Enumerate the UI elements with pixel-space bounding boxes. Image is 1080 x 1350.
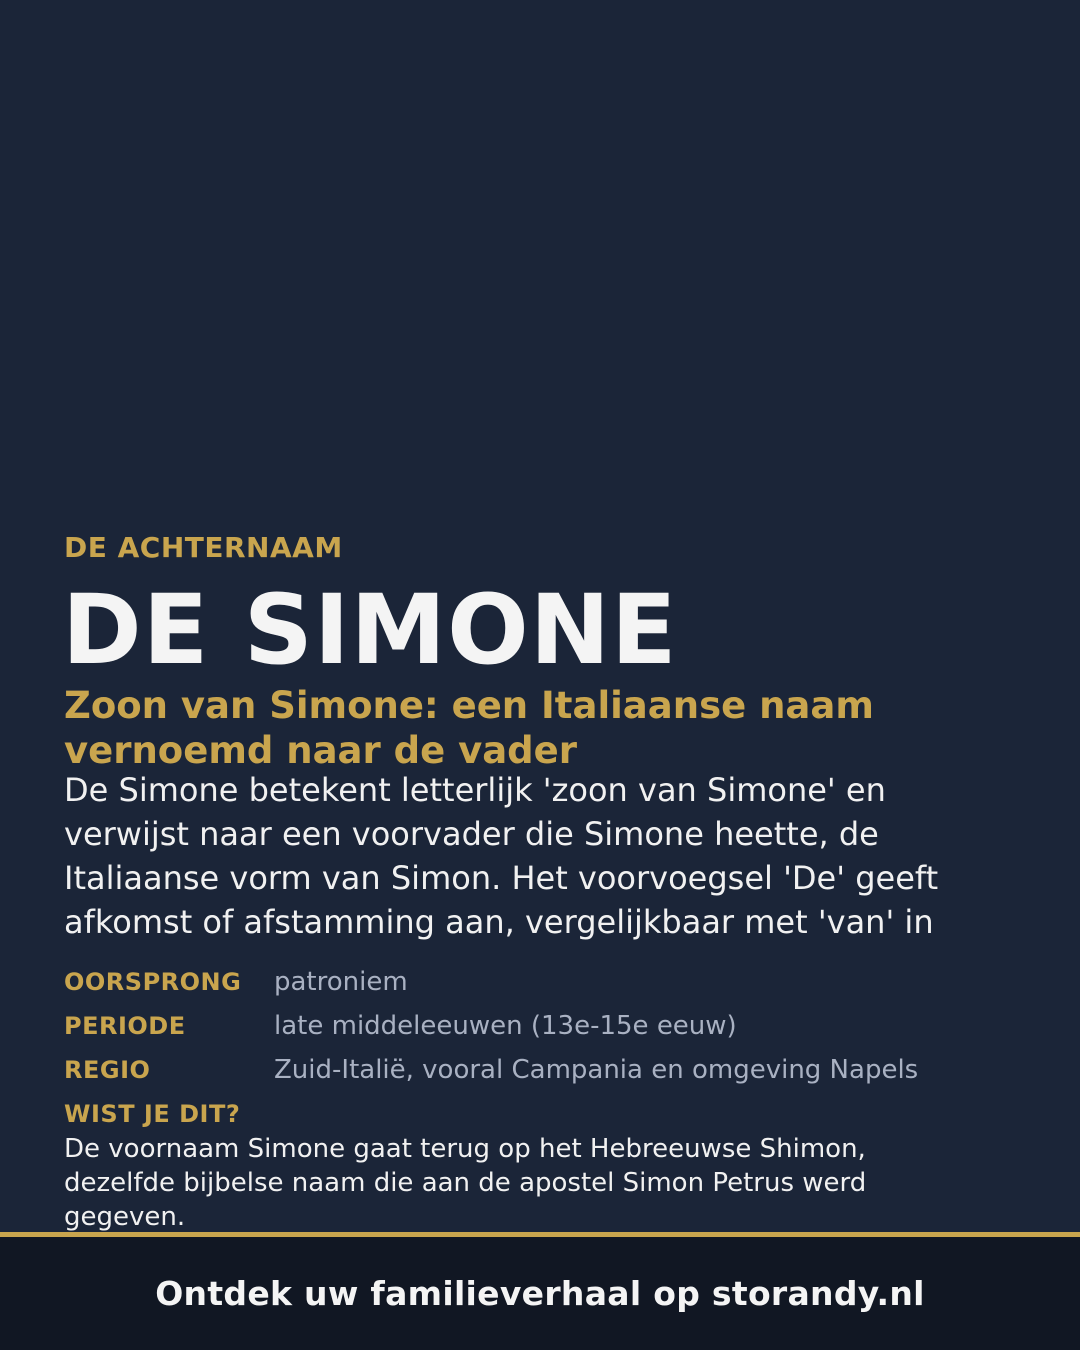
- did-you-know-label: WIST JE DIT?: [64, 1100, 241, 1128]
- eyebrow-label: DE ACHTERNAAM: [64, 531, 343, 564]
- surname-subtitle: Zoon van Simone: een Italiaanse naam vernoemd naar de vader: [64, 684, 874, 772]
- fact-row-region: [64, 1048, 1024, 1092]
- fact-label: OORSPRONG: [64, 968, 242, 996]
- fact-label: REGIO: [64, 1056, 151, 1084]
- surname-description: De Simone betekent letterlijk 'zoon van Simone' en verwijst naar een voorvader die Simone heette, de Italiaanse vorm van Simon. Het voorvoegsel 'De' geeft afkomst of afstamming aan, vergelijkbaar met 'van' in: [64, 771, 939, 941]
- fact-value: Zuid-Italië, vooral Campania en omgeving Napels: [274, 1055, 919, 1085]
- fact-label: PERIODE: [64, 1012, 186, 1040]
- fact-row-period: [64, 1004, 1024, 1048]
- facts-list: [64, 960, 1024, 1092]
- fact-value: patroniem: [274, 967, 408, 997]
- surname-title: DE SIMONE: [62, 574, 678, 686]
- fact-value: late middeleeuwen (13e-15e eeuw): [274, 1011, 737, 1041]
- footer-banner: [0, 1237, 1080, 1350]
- footer-cta-text: Ontdek uw familieverhaal op storandy.nl: [155, 1274, 925, 1313]
- fact-row-origin: [64, 960, 1024, 1004]
- did-you-know-text: De voornaam Simone gaat terug op het Hebreeuwse Shimon, dezelfde bijbelse naam die aan de apostel Simon Petrus werd gegeven.: [64, 1134, 867, 1232]
